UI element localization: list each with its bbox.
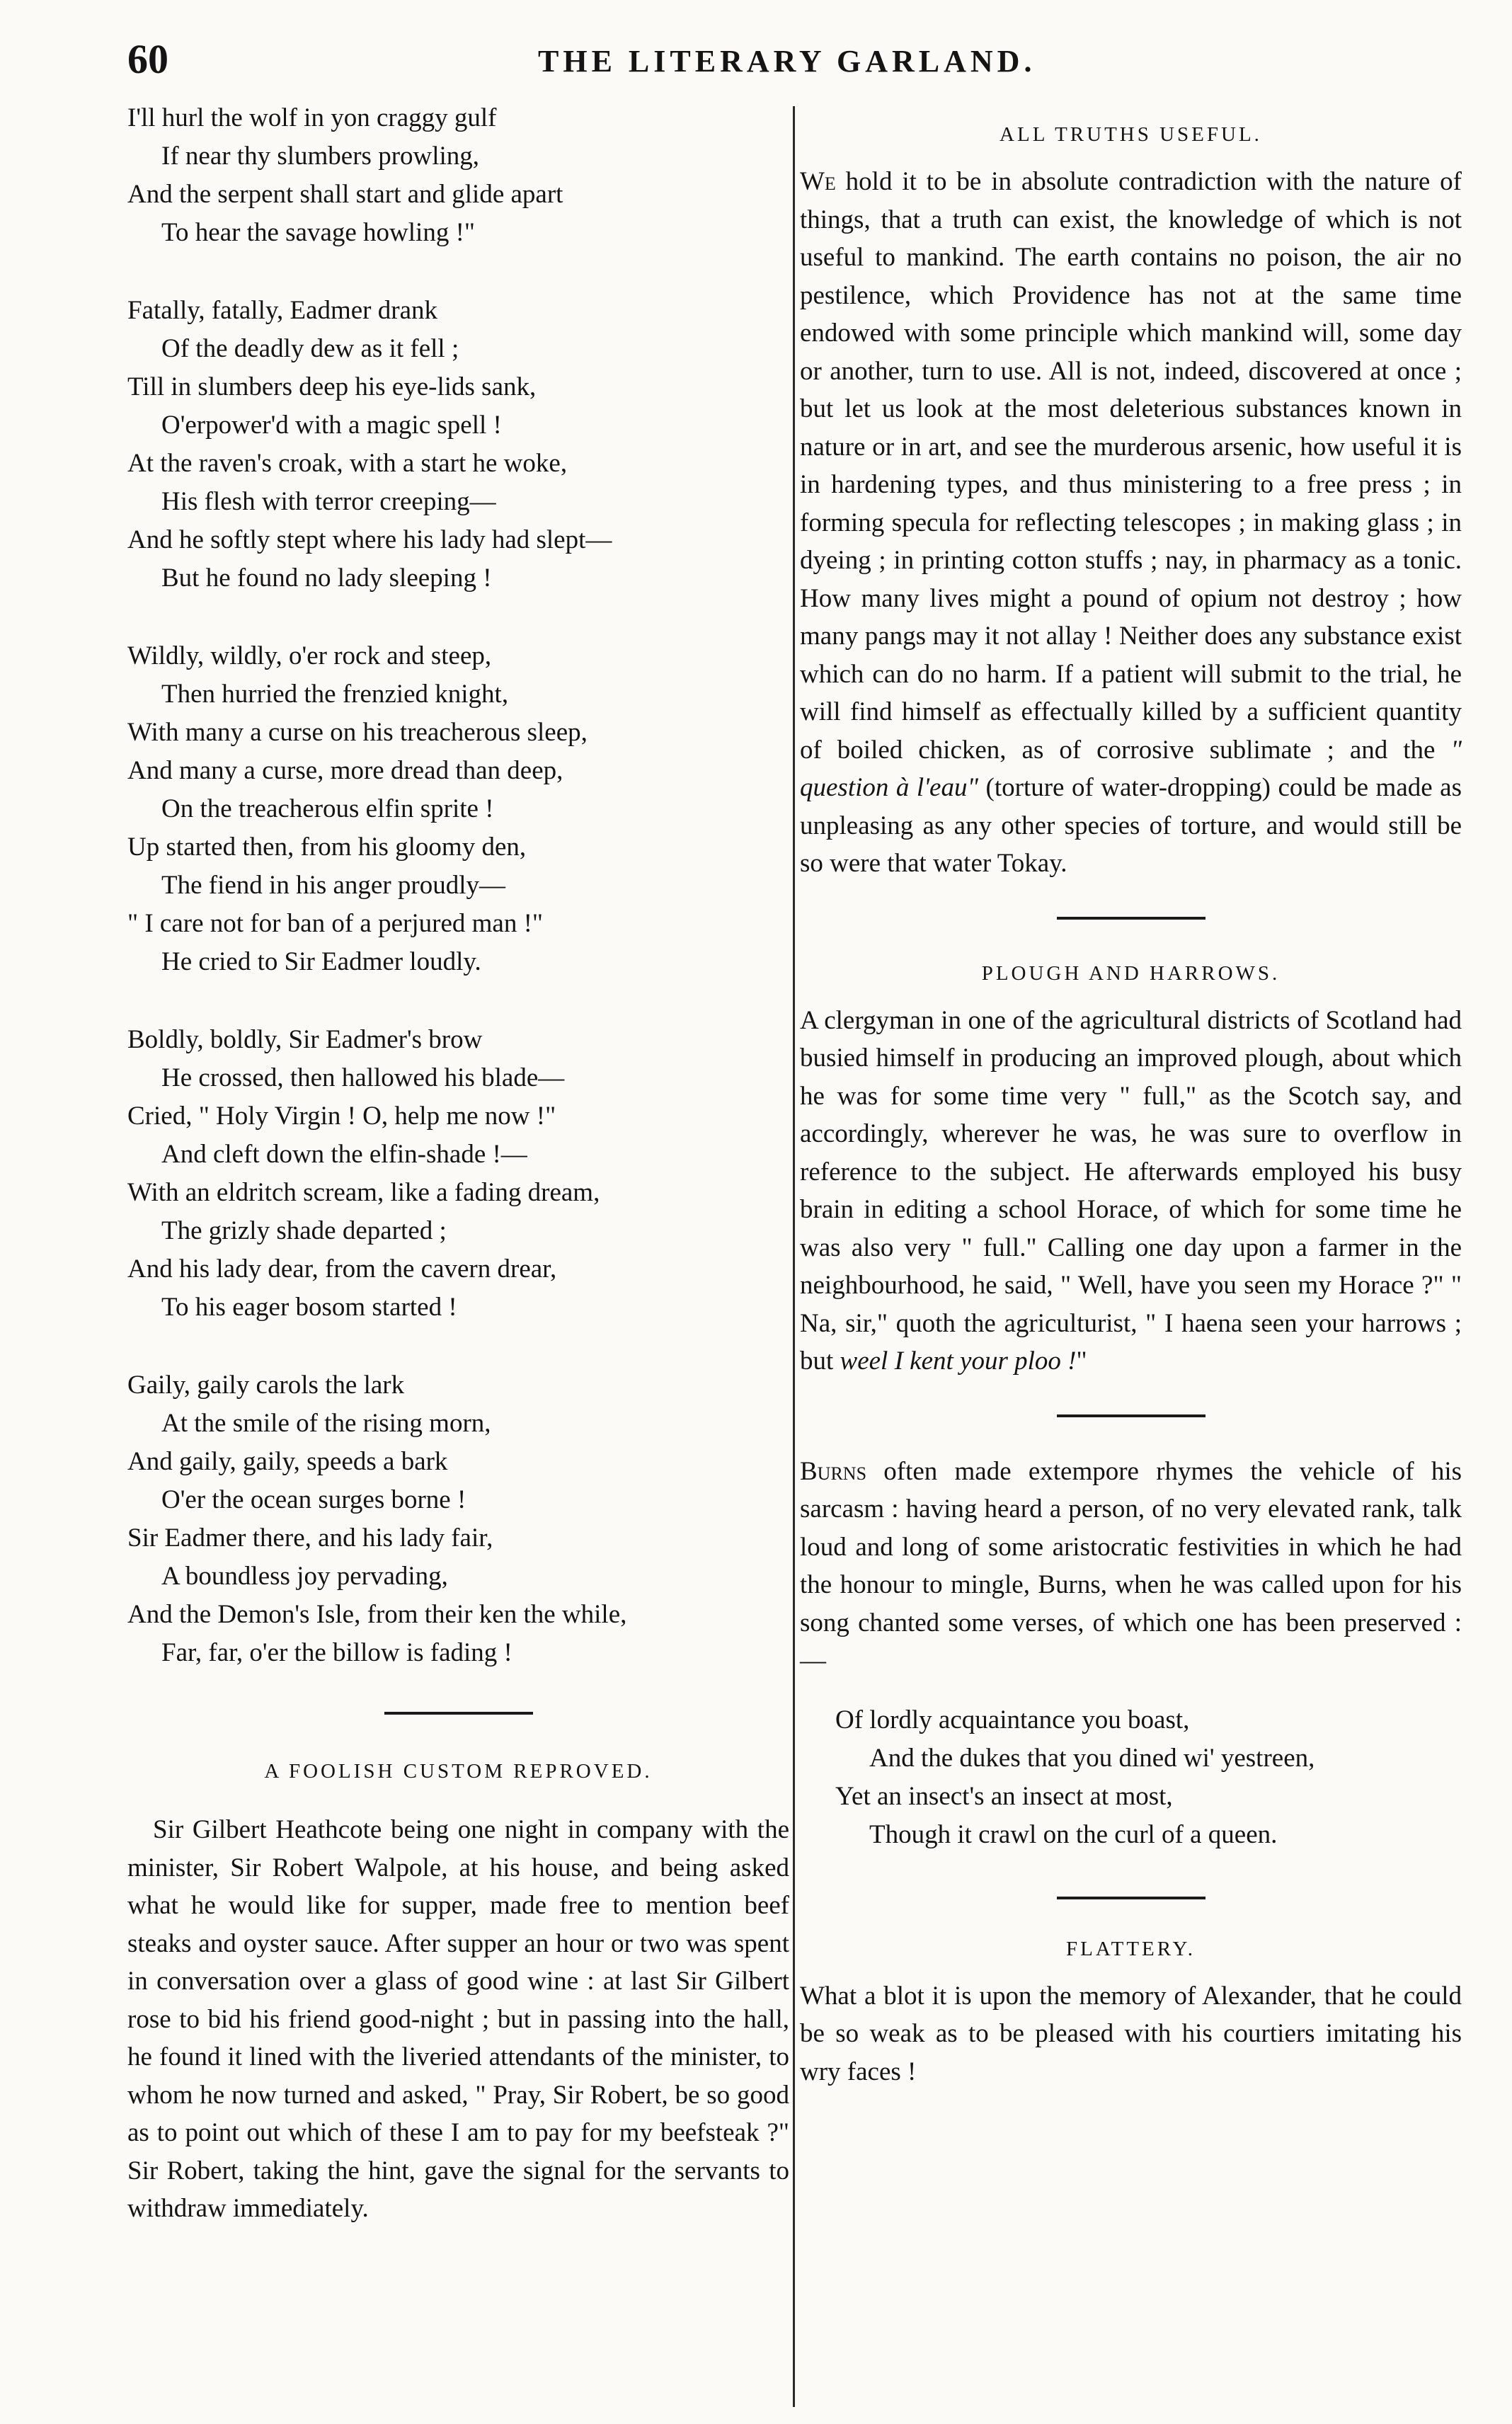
text-run: ": [1076, 1347, 1087, 1376]
verse-line: Of lordly acquaintance you boast,: [835, 1705, 1190, 1734]
section-separator: [384, 1712, 533, 1715]
article-text: [800, 1453, 1462, 1680]
lead-word: Burns: [800, 1456, 867, 1486]
running-title: THE LITERARY GARLAND.: [538, 44, 1036, 79]
right-column: [800, 99, 1462, 2091]
article-heading: FLATTERY.: [1066, 1937, 1196, 1960]
article-heading: ALL TRUTHS USEFUL.: [1000, 123, 1262, 146]
text-run: A clergyman in one of the agricultural districts of Scotland had busied himself in producing an improved plough, about which he was for some time very " full," as the Scotch say, and accordingly, wherever he was, he was sure to overflow in reference to the subject. He afterwards employed his busy brain in editing a school Horace, of which for some time he was also very " full." Calling one day upon a farmer in the neighbourhood, he said, " Well, have you seen my Horace ?" " Na, sir," quoth the agriculturist, " I haena seen your harrows ; but: [800, 1005, 1462, 1376]
verse-line: Cried, " Holy Virgin ! O, help me now !": [127, 1102, 556, 1131]
verse-line: The fiend in his anger proudly—: [161, 871, 506, 900]
verse-line: Far, far, o'er the billow is fading !: [161, 1638, 512, 1667]
verse-line: Boldly, boldly, Sir Eadmer's brow: [127, 1025, 483, 1054]
verse-line: O'er the ocean surges borne !: [161, 1485, 466, 1514]
verse-line: His flesh with terror creeping—: [161, 487, 496, 516]
verse-line: The grizly shade departed ;: [161, 1216, 447, 1245]
verse-line: With many a curse on his treacherous sleep,: [127, 718, 588, 747]
section-separator: [1057, 1897, 1205, 1899]
verse-line: And he softly stept where his lady had slept—: [127, 525, 612, 554]
poem-stanza: [127, 1021, 789, 1327]
page-number: 60: [127, 36, 168, 82]
italic-phrase: weel I kent your ploo !: [840, 1347, 1077, 1376]
verse-line: And the serpent shall start and glide apart: [127, 180, 563, 209]
article-heading: PLOUGH AND HARROWS.: [981, 961, 1281, 985]
article-text: [800, 163, 1462, 883]
verse-line: Till in slumbers deep his eye-lids sank,: [127, 372, 537, 401]
verse-line: Fatally, fatally, Eadmer drank: [127, 296, 438, 325]
verse-line: Wildly, wildly, o'er rock and steep,: [127, 641, 492, 670]
verse-line: And the Demon's Isle, from their ken the while,: [127, 1600, 627, 1629]
verse-line: On the treacherous elfin sprite !: [161, 794, 494, 823]
verse-block: [800, 1701, 1462, 1854]
verse-line: And the dukes that you dined wi' yestreen,: [869, 1743, 1315, 1773]
verse-line: And his lady dear, from the cavern drear,: [127, 1254, 557, 1284]
page-header: [127, 31, 1458, 88]
verse-line: Of the deadly dew as it fell ;: [161, 334, 459, 363]
verse-line: And many a curse, more dread than deep,: [127, 756, 563, 785]
poem: [127, 99, 789, 1672]
verse-line: Up started then, from his gloomy den,: [127, 833, 527, 862]
text-run: often made extempore rhymes the vehicle of his sarcasm : having heard a person, of no very elevated rank, talk loud and long of some aristocratic festivities in which he had the honour to mingle, Burns, when he was called upon for his song chanted some verses, of which one has been preserved :—: [800, 1456, 1462, 1675]
verse-line: But he found no lady sleeping !: [161, 564, 492, 593]
lead-word: We: [800, 167, 836, 196]
poem-stanza: [127, 99, 789, 252]
verse-line: Gaily, gaily carols the lark: [127, 1371, 405, 1400]
poem-stanza: [127, 1366, 789, 1672]
section-separator: [1057, 1414, 1205, 1417]
verse-line: If near thy slumbers prowling,: [161, 142, 480, 171]
article-text: Sir Gilbert Heathcote being one night in company with the minister, Sir Robert Walpole, at his house, and being asked what he would like for supper, made free to mention beef steaks and oyster sauce. After supper an hour or two was spent in conversation over a glass of good wine : at last Sir Gilbert rose to bid his friend good-night ; but in passing into the hall, he found it lined with the liveried attendants of the minister, to whom he now turned and asked, " Pray, Sir Robert, be so good as to point out which of these I am to pay for my beefsteak ?" Sir Robert, taking the hint, gave the signal for the servants to withdraw immediately.: [127, 1815, 789, 2223]
verse-line: Yet an insect's an insect at most,: [835, 1781, 1173, 1811]
verse-line: To his eager bosom started !: [161, 1293, 457, 1322]
verse-line: O'erpower'd with a magic spell !: [161, 411, 502, 440]
column-divider: [793, 106, 795, 2407]
poem-stanza: [127, 637, 789, 981]
verse-line: He cried to Sir Eadmer loudly.: [161, 947, 481, 976]
verse-line: To hear the savage howling !": [161, 218, 476, 247]
left-column: [127, 99, 789, 2228]
verse-line: At the smile of the rising morn,: [161, 1409, 491, 1438]
verse-line: At the raven's croak, with a start he woke,: [127, 449, 568, 478]
verse-line: Sir Eadmer there, and his lady fair,: [127, 1523, 493, 1553]
article-text: [800, 1002, 1462, 1380]
text-run: hold it to be in absolute contradiction with the nature of things, that a truth can exist, the knowledge of which is not useful to mankind. The earth contains no poison, the air no pestilence, which Providence has not at the same time endowed with some principle which mankind will, some day or another, turn to use. All is not, indeed, discovered at once ; but let us look at the most deleterious substances known in nature or in art, and see the murderous arsenic, how useful it is in hardening types, and thus ministering to a free press ; in forming specula for reflecting telescopes ; in making glass ; in dyeing ; in printing cotton stuffs ; nay, in pharmacy as a tonic. How many lives might a pound of opium not destroy ; how many pangs may it not allay ! Neither does any substance exist which can do no harm. If a patient will submit to the trial, he will find himself as effectually killed by a sufficient quantity of boiled chicken, as of corrosive sublimate ; and the: [800, 167, 1462, 765]
verse-line: I'll hurl the wolf in yon craggy gulf: [127, 103, 497, 132]
verse-line: With an eldritch scream, like a fading dream,: [127, 1178, 600, 1207]
verse-line: " I care not for ban of a perjured man !": [127, 909, 543, 938]
verse-line: And gaily, gaily, speeds a bark: [127, 1447, 448, 1476]
poem-stanza: [127, 292, 789, 598]
verse-line: Then hurried the frenzied knight,: [161, 680, 509, 709]
section-separator: [1057, 917, 1205, 920]
verse-line: He crossed, then hallowed his blade—: [161, 1063, 565, 1092]
italic-phrase: " question à l'eau": [800, 735, 1462, 802]
article-heading: A FOOLISH CUSTOM REPROVED.: [264, 1760, 653, 1783]
text-run: (torture of water-dropping) could be made as unpleasing as any other species of torture, and would still be so were that water Tokay.: [800, 773, 1462, 878]
article-text: What a blot it is upon the memory of Alexander, that he could be so weak as to be pleased with his courtiers imitating his wry faces !: [800, 1981, 1462, 2086]
verse-line: Though it crawl on the curl of a queen.: [869, 1819, 1278, 1849]
verse-line: A boundless joy pervading,: [161, 1562, 448, 1591]
verse-line: And cleft down the elfin-shade !—: [161, 1140, 527, 1169]
